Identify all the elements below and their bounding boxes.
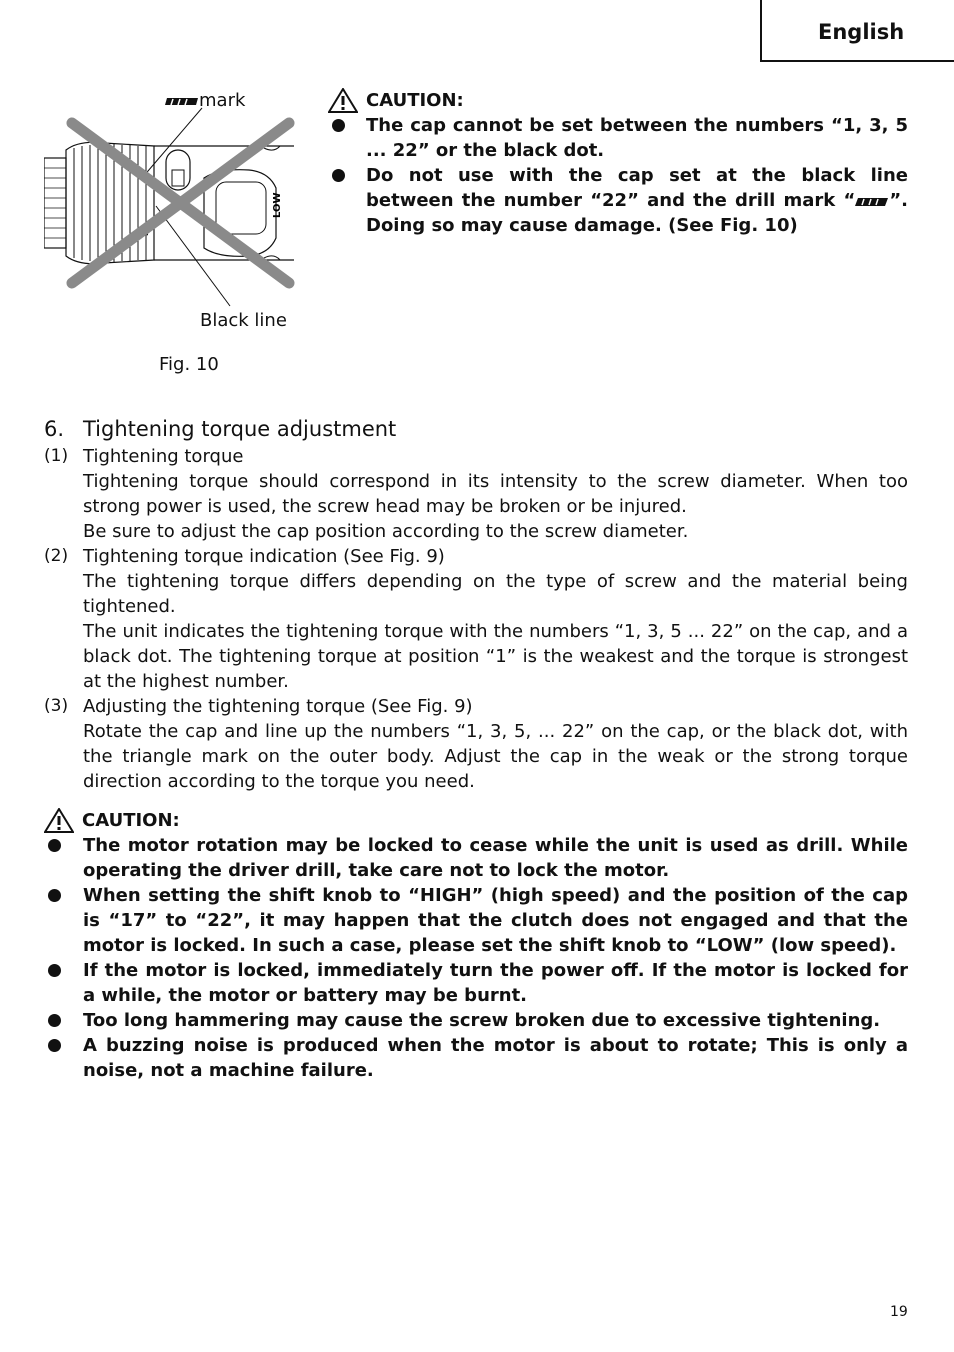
subsection-label: (3) [44, 696, 69, 716]
caution-block-top [328, 88, 908, 238]
list-item [328, 163, 908, 238]
language-tab [760, 0, 954, 62]
caution-text: Do not use with the cap set at the black line between the number “22” and the drill mark “ [366, 165, 908, 211]
low-speed-label: LOW [272, 192, 283, 218]
black-line-label: Black line [200, 310, 287, 331]
subsection-heading: Adjusting the tightening torque (See Fig. 9) [83, 696, 473, 717]
page-number: 19 [890, 1304, 908, 1320]
caution-list [44, 833, 908, 1083]
subsection-heading: Tightening torque [83, 446, 244, 467]
language-label: English [818, 20, 905, 44]
list-item [328, 113, 908, 163]
subsection-label: (1) [44, 446, 69, 466]
list-item [44, 833, 908, 883]
bullet-dot-icon [48, 1039, 61, 1052]
caution-text: When setting the shift knob to “HIGH” (high speed) and the position of the cap is “17” to “22”, it may happen that the clutch does not engaged and that the motor is locked. In such a case, please set the shift knob to “LOW” (low speed). [83, 885, 908, 956]
bullet-dot-icon [332, 169, 345, 182]
paragraph: The unit indicates the tightening torque with the numbers “1, 3, 5 ... 22” on the cap, and a black dot. The tightening torque at position “1” is the weakest and the torque is strongest at the highest number. [83, 621, 908, 692]
caution-list [328, 113, 908, 238]
bullet-dot-icon [48, 964, 61, 977]
subsection-1 [44, 444, 908, 544]
caution-text: A buzzing noise is produced when the motor is about to rotate; This is only a noise, not a machine failure. [83, 1035, 908, 1081]
drill-cap-illustration [44, 88, 304, 338]
caution-title: CAUTION: [82, 810, 180, 831]
list-item [44, 883, 908, 958]
paragraph: The tightening torque differs depending on the type of screw and the material being tightened. [83, 571, 908, 617]
caution-text: The motor rotation may be locked to cease while the unit is used as drill. While operating the driver drill, take care not to lock the motor. [83, 835, 908, 881]
warning-triangle-icon [328, 88, 358, 113]
bullet-dot-icon [48, 839, 61, 852]
bullet-dot-icon [48, 1014, 61, 1027]
drill-mark-icon [165, 98, 198, 105]
subsection-3 [44, 694, 908, 794]
caution-heading [328, 88, 908, 113]
bullet-dot-icon [332, 119, 345, 132]
figure-caption: Fig. 10 [159, 354, 219, 375]
paragraph: Be sure to adjust the cap position according to the screw diameter. [83, 521, 689, 542]
section-heading: Tightening torque adjustment [83, 417, 397, 441]
torque-section [44, 414, 908, 794]
paragraph: Rotate the cap and line up the numbers “1, 3, 5, ... 22” on the cap, or the black dot, with the triangle mark on the outer body. Adjust the cap in the weak or the strong torque direction according to the torque you need. [83, 721, 908, 792]
list-item [44, 958, 908, 1008]
subsection-label: (2) [44, 546, 69, 566]
caution-text: ”. Doing so may cause damage. (See Fig. 10) [366, 190, 908, 236]
caution-block-bottom [44, 808, 908, 1083]
caution-text: The cap cannot be set between the numbers “1, 3, 5 ... 22” or the black dot. [366, 115, 908, 161]
figure-10 [44, 88, 304, 338]
bullet-dot-icon [48, 889, 61, 902]
list-item [44, 1008, 908, 1033]
mark-label: mark [199, 90, 246, 111]
caution-text: Too long hammering may cause the screw broken due to excessive tightening. [83, 1010, 881, 1031]
section-title [44, 414, 908, 444]
section-number: 6. [44, 417, 65, 441]
drill-mark-icon [855, 195, 889, 207]
subsection-2 [44, 544, 908, 694]
list-item [44, 1033, 908, 1083]
caution-title: CAUTION: [366, 90, 464, 111]
paragraph: Tightening torque should correspond in its intensity to the screw diameter. When too strong power is used, the screw head may be broken or be injured. [83, 471, 908, 517]
caution-text: If the motor is locked, immediately turn the power off. If the motor is locked for a while, the motor or battery may be burnt. [83, 960, 908, 1006]
warning-triangle-icon [44, 808, 74, 833]
subsection-heading: Tightening torque indication (See Fig. 9) [83, 546, 445, 567]
caution-heading [44, 808, 908, 833]
